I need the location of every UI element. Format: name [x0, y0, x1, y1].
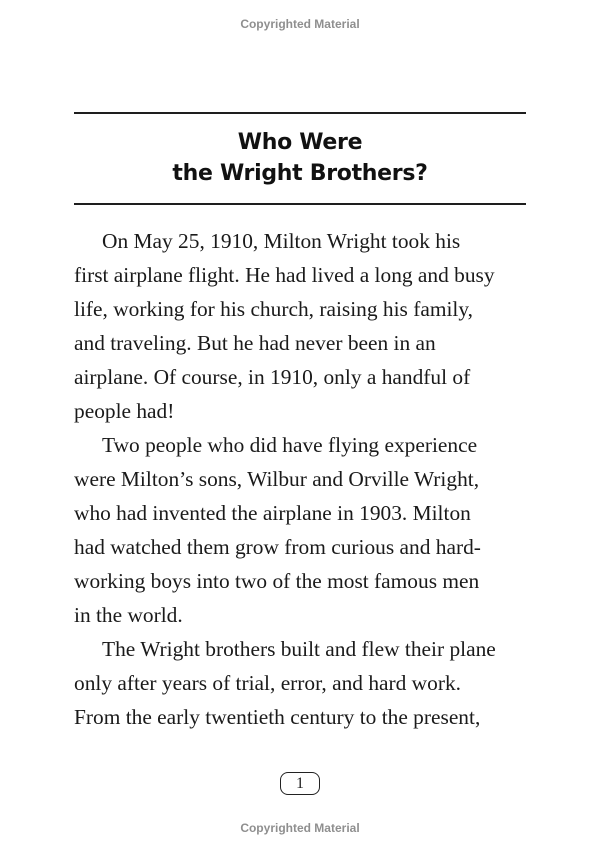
title-rule-bottom — [74, 203, 526, 205]
text-line: had watched them grow from curious and hard- — [74, 535, 481, 559]
page-number: 1 — [280, 772, 320, 795]
chapter-title-line-2: the Wright Brothers? — [172, 161, 428, 186]
text-line: airplane. Of course, in 1910, only a handful of — [74, 365, 471, 389]
text-line: who had invented the airplane in 1903. Milton — [74, 501, 471, 525]
text-line: in the world. — [74, 603, 183, 627]
text-line: The Wright brothers built and flew their plane — [102, 637, 496, 661]
text-line: and traveling. But he had never been in an — [74, 331, 436, 355]
text-line: working boys into two of the most famous men — [74, 569, 480, 593]
text-line: From the early twentieth century to the present, — [74, 705, 481, 729]
copyright-watermark-bottom: Copyrighted Material — [240, 821, 360, 835]
text-line: first airplane flight. He had lived a long and busy — [74, 263, 495, 287]
text-line: people had! — [74, 399, 175, 423]
text-line: only after years of trial, error, and hard work. — [74, 671, 461, 695]
text-line: life, working for his church, raising his family, — [74, 297, 474, 321]
body-text — [74, 224, 534, 734]
chapter-title — [74, 127, 526, 189]
chapter-title-line-1: Who Were — [237, 130, 363, 155]
text-line: were Milton’s sons, Wilbur and Orville Wright, — [74, 467, 480, 491]
title-rule-top — [74, 112, 526, 114]
text-line: On May 25, 1910, Milton Wright took his — [102, 229, 461, 253]
text-line: Two people who did have flying experience — [102, 433, 478, 457]
copyright-watermark-top: Copyrighted Material — [240, 17, 360, 31]
